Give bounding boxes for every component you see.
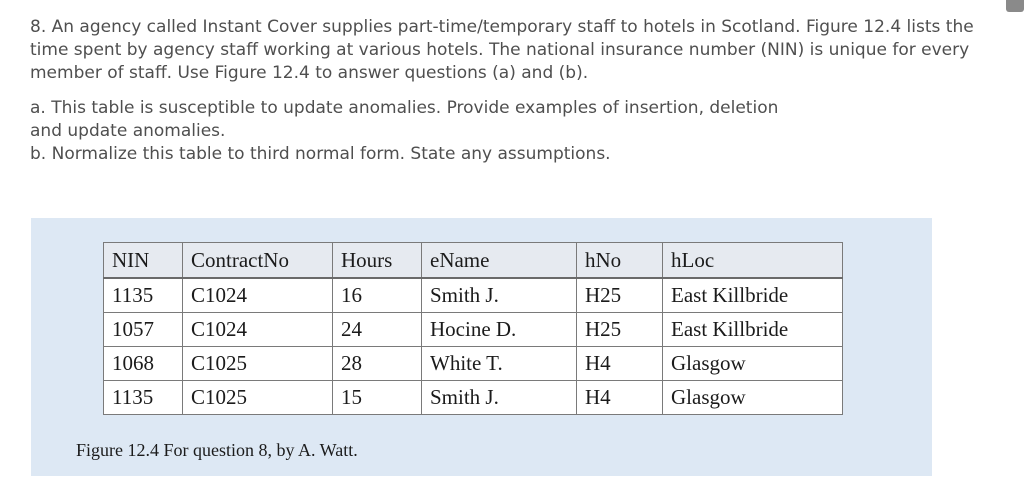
table-cell: East Killbride <box>663 313 843 347</box>
question-part-b: b. Normalize this table to third normal form. State any assumptions. <box>30 144 611 164</box>
corner-tab-icon <box>1006 0 1024 12</box>
table-cell: 15 <box>333 381 422 415</box>
table-row <box>104 278 843 313</box>
column-header-hno: hNo <box>577 243 663 279</box>
table-cell: H4 <box>577 381 663 415</box>
table-row <box>104 313 843 347</box>
table-header-row <box>104 243 843 279</box>
table-cell: 1135 <box>104 278 183 313</box>
table-cell: East Killbride <box>663 278 843 313</box>
table-row <box>104 381 843 415</box>
table-cell: 28 <box>333 347 422 381</box>
column-header-contractno: ContractNo <box>183 243 333 279</box>
table-cell: C1025 <box>183 347 333 381</box>
table-cell: 16 <box>333 278 422 313</box>
table-cell: H4 <box>577 347 663 381</box>
table-cell: Glasgow <box>663 347 843 381</box>
table-cell: 24 <box>333 313 422 347</box>
table-cell: 1057 <box>104 313 183 347</box>
figure-panel <box>31 218 932 476</box>
column-header-hours: Hours <box>333 243 422 279</box>
table-cell: Hocine D. <box>422 313 577 347</box>
column-header-ename: eName <box>422 243 577 279</box>
table-cell: 1135 <box>104 381 183 415</box>
question-intro: 8. An agency called Instant Cover supplies part-time/temporary staff to hotels in Scotland. Figure 12.4 lists the time spent by agency staff working at various hotels. The national insurance number (NIN) is unique for every member of staff. Use Figure 12.4 to answer questions (a) and (b). <box>30 17 974 83</box>
question-part-a: a. This table is susceptible to update anomalies. Provide examples of insertion, deletion and update anomalies. <box>30 98 779 141</box>
column-header-hloc: hLoc <box>663 243 843 279</box>
table-cell: Smith J. <box>422 278 577 313</box>
table-cell: 1068 <box>104 347 183 381</box>
table-row <box>104 347 843 381</box>
table-cell: C1025 <box>183 381 333 415</box>
table-cell: H25 <box>577 313 663 347</box>
staff-hours-table <box>103 242 843 415</box>
table-cell: Glasgow <box>663 381 843 415</box>
table-cell: C1024 <box>183 278 333 313</box>
figure-caption: Figure 12.4 For question 8, by A. Watt. <box>76 440 358 460</box>
table-cell: Smith J. <box>422 381 577 415</box>
table-cell: H25 <box>577 278 663 313</box>
question-text <box>30 16 990 166</box>
table-cell: C1024 <box>183 313 333 347</box>
column-header-nin: NIN <box>104 243 183 279</box>
table-cell: White T. <box>422 347 577 381</box>
